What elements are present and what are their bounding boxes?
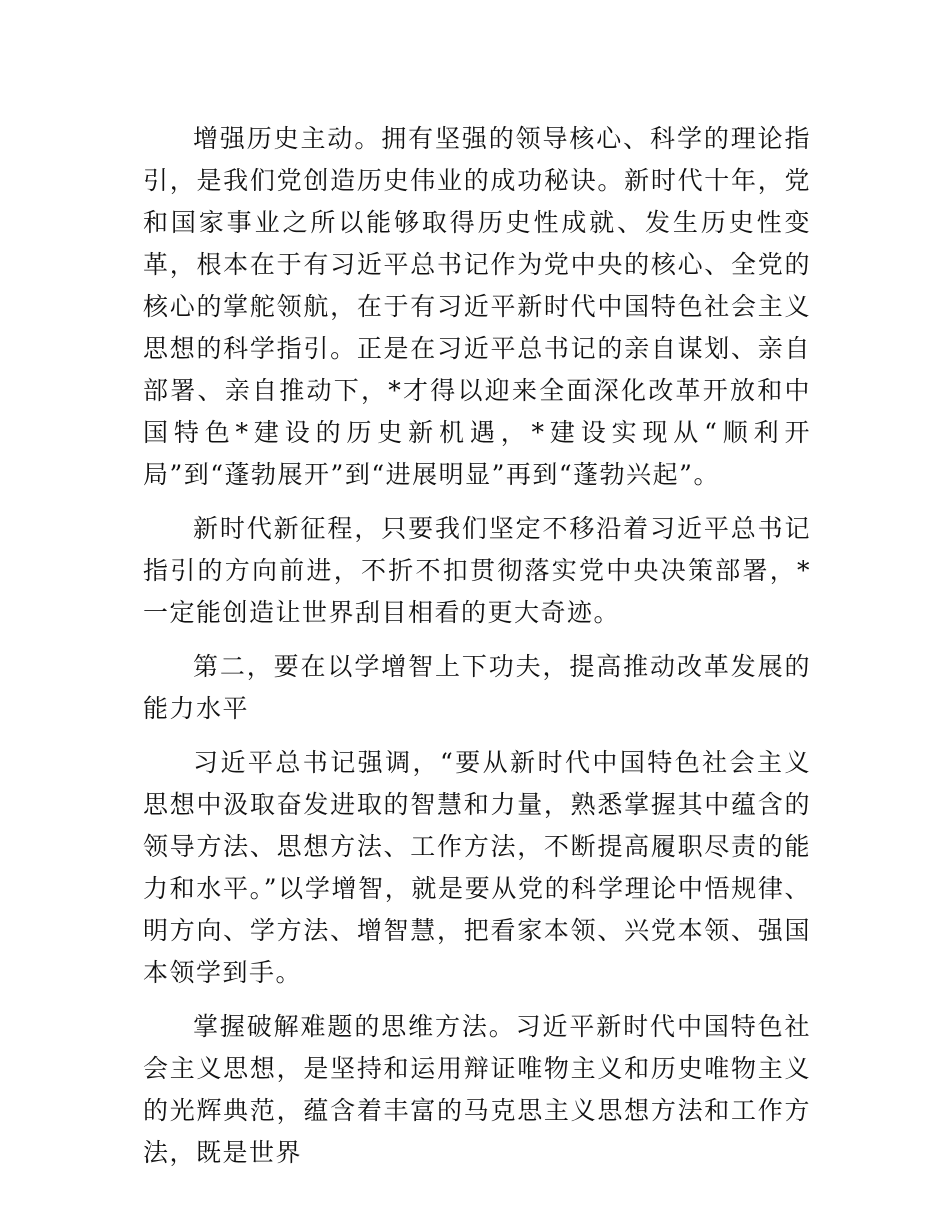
paragraph-thinking-methods: 掌握破解难题的思维方法。习近平新时代中国特色社会主义思想，是坚持和运用辩证唯物主义和历史唯物主义的光辉典范，蕴含着丰富的马克思主义思想方法和工作方法，既是世界 <box>143 1012 811 1167</box>
paragraph-new-journey: 新时代新征程，只要我们坚定不移沿着习近平总书记指引的方向前进，不折不扣贯彻落实党中央决策部署，*一定能创造让世界刮目相看的更大奇迹。 <box>143 514 811 627</box>
section-heading-second: 第二，要在以学增智上下功夫，提高推动改革发展的能力水平 <box>143 652 811 723</box>
document-body <box>143 118 811 1186</box>
paragraph-quote: 习近平总书记强调，“要从新时代中国特色社会主义思想中汲取奋发进取的智慧和力量，熟悉掌握其中蕴含的领导方法、思想方法、工作方法，不断提高履职尽责的能力和水平。”以学增智，就是要从党的科学理论中悟规律、明方向、学方法、增智慧，把看家本领、兴党本领、强国本领学到手。 <box>143 748 811 987</box>
paragraph-history-initiative: 增强历史主动。拥有坚强的领导核心、科学的理论指引，是我们党创造历史伟业的成功秘诀。新时代十年，党和国家事业之所以能够取得历史性成就、发生历史性变革，根本在于有习近平总书记作为党中央的核心、全党的核心的掌舵领航，在于有习近平新时代中国特色社会主义思想的科学指引。正是在习近平总书记的亲自谋划、亲自部署、亲自推动下，*才得以迎来全面深化改革开放和中国特色*建设的历史新机遇，*建设实现从“顺利开局”到“蓬勃展开”到“进展明显”再到“蓬勃兴起”。 <box>143 124 811 489</box>
